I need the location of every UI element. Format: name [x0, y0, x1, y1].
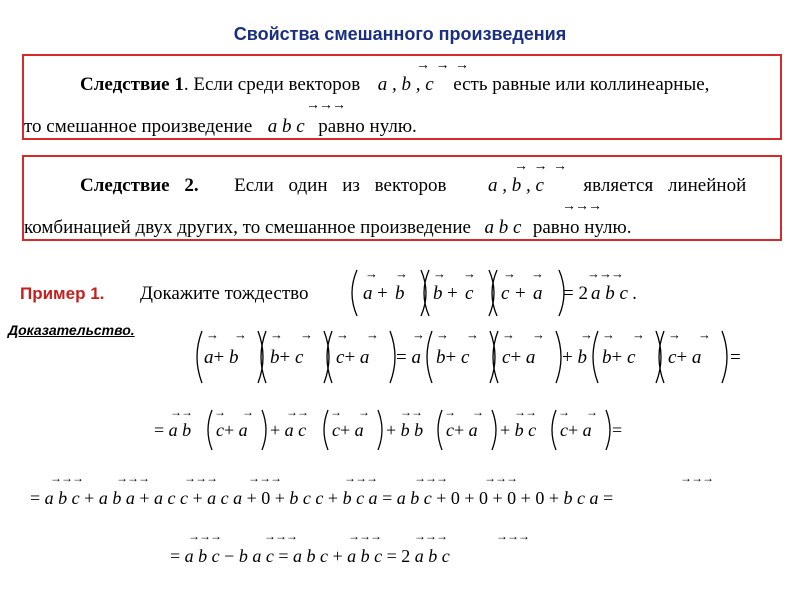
- svg-text:+: +: [515, 283, 526, 304]
- svg-text:c+ a: c+ a: [336, 347, 370, 368]
- svg-text:= a b c + a b a + a c c + a c: = a b c + a b a + a c c + a c a + 0 + b c c + b c a = a b c + 0 + 0 + 0 + 0 + b c a =: [30, 488, 614, 508]
- svg-text:→: →: [532, 327, 545, 342]
- svg-text:= a: = a: [396, 347, 421, 368]
- svg-text:→: →: [366, 327, 379, 342]
- corollary-2-box: [22, 155, 782, 241]
- svg-text:c+ a: c+ a: [668, 347, 702, 368]
- corollary-2-text-a: Если один из векторов: [234, 175, 447, 196]
- identity-rhs: = 2: [563, 283, 588, 304]
- svg-text:c+ a: c+ a: [446, 420, 478, 440]
- corollary-2-vectors: a , b , c: [487, 175, 544, 196]
- svg-text:c: c: [465, 283, 474, 304]
- svg-text:b: b: [395, 283, 405, 304]
- svg-text:→: →: [668, 327, 681, 342]
- svg-text:b+ c: b+ c: [602, 347, 636, 368]
- proof-line-2: [150, 404, 650, 454]
- proof-line-3: [26, 472, 766, 512]
- corollary-2-text-b: является линейной: [583, 175, 747, 196]
- corollary-1-text-b: есть равные или коллинеарные,: [453, 74, 710, 95]
- svg-text:→: →: [580, 327, 593, 342]
- svg-text:→→: →→: [514, 405, 536, 419]
- svg-text:+: +: [447, 283, 458, 304]
- svg-text:→: →: [234, 327, 247, 342]
- svg-text:=: =: [730, 347, 741, 368]
- svg-text:→→→: →→→: [344, 472, 377, 485]
- svg-text:+ a c: + a c: [270, 420, 307, 440]
- svg-text:→→: →→: [400, 405, 422, 419]
- product-arrows: →→→: [306, 98, 345, 113]
- svg-text:c+ a: c+ a: [332, 420, 364, 440]
- svg-text:a: a: [363, 283, 373, 304]
- svg-text:c+ a: c+ a: [502, 347, 536, 368]
- identity-end: a b c .: [591, 283, 638, 304]
- svg-text:→→→: →→→: [587, 266, 623, 281]
- svg-text:b+ c: b+ c: [270, 347, 304, 368]
- corollary-2-label: Следствие 2.: [80, 175, 199, 196]
- svg-text:→: →: [336, 327, 349, 342]
- page-title: Свойства смешанного произведения: [233, 24, 567, 44]
- corollary-1-vectors: a , b , c: [377, 74, 434, 95]
- svg-text:→: →: [698, 327, 711, 342]
- svg-text:→→→: →→→: [184, 472, 217, 485]
- svg-text:= a b: = a b: [154, 420, 192, 440]
- svg-text:→→→: →→→: [248, 472, 281, 485]
- corollary-2-text-c: комбинацией двух других, то смешанное произведение: [24, 217, 471, 238]
- svg-text:→: →: [503, 266, 516, 281]
- corollary-1-text-a: . Если среди векторов: [183, 74, 361, 95]
- svg-text:+ b c: + b c: [500, 420, 537, 440]
- identity-formula: [345, 262, 685, 322]
- svg-text:→→→: →→→: [348, 530, 381, 543]
- vector-arrows: → → →: [416, 58, 470, 73]
- example-task: Докажите тождество: [140, 283, 309, 304]
- svg-text:→: →: [466, 327, 479, 342]
- svg-text:→: →: [502, 327, 515, 342]
- svg-text:c+ a: c+ a: [560, 420, 592, 440]
- svg-text:a: a: [533, 283, 543, 304]
- corollary-2-text-d: равно нулю.: [532, 217, 632, 238]
- svg-text:→: →: [463, 266, 476, 281]
- proof-line-1: [190, 323, 770, 387]
- proof-line-4: [166, 530, 566, 570]
- example-label: Пример 1.: [20, 284, 105, 303]
- svg-text:→: →: [444, 405, 456, 419]
- svg-text:→: →: [602, 327, 615, 342]
- svg-text:→→→: →→→: [116, 472, 149, 485]
- svg-text:→: →: [300, 327, 313, 342]
- svg-text:→: →: [330, 405, 342, 419]
- proof-label: Доказательство.: [8, 322, 135, 338]
- svg-text:→→→: →→→: [188, 530, 221, 543]
- product-arrows: →→→: [562, 199, 601, 214]
- svg-text:→: →: [270, 327, 283, 342]
- svg-text:→: →: [242, 405, 254, 419]
- vector-arrows: → → →: [514, 159, 568, 174]
- svg-text:→→→: →→→: [414, 472, 447, 485]
- svg-text:→→: →→: [170, 405, 192, 419]
- svg-text:+ b b: + b b: [386, 420, 424, 440]
- svg-text:→: →: [586, 405, 598, 419]
- svg-text:c+ a: c+ a: [216, 420, 248, 440]
- svg-text:→→→: →→→: [264, 530, 297, 543]
- svg-text:→→→: →→→: [50, 472, 83, 485]
- corollary-1-product: a b c: [267, 116, 305, 137]
- svg-text:+ b: + b: [562, 347, 587, 368]
- svg-text:→: →: [632, 327, 645, 342]
- svg-text:→→→: →→→: [484, 472, 517, 485]
- svg-text:b+ c: b+ c: [436, 347, 470, 368]
- svg-text:→→→: →→→: [414, 530, 447, 543]
- svg-text:= a b c − b a c = a b c + a b: = a b c − b a c = a b c + a b c = 2 a b c: [170, 546, 450, 566]
- svg-text:→→→: →→→: [680, 472, 713, 485]
- corollary-1-text-d: равно нулю.: [318, 116, 417, 137]
- svg-text:→: →: [531, 266, 544, 281]
- corollary-1-box: [22, 54, 782, 140]
- svg-text:→: →: [558, 405, 570, 419]
- svg-text:→: →: [395, 266, 408, 281]
- svg-text:→: →: [358, 405, 370, 419]
- svg-text:→: →: [365, 266, 378, 281]
- svg-text:→→→: →→→: [496, 530, 529, 543]
- svg-text:→: →: [214, 405, 226, 419]
- corollary-2-product: a b c: [484, 217, 522, 238]
- svg-text:=: =: [612, 420, 623, 440]
- svg-text:a+ b: a+ b: [204, 347, 239, 368]
- corollary-1-label: Следствие 1: [80, 74, 184, 95]
- svg-text:b: b: [433, 283, 443, 304]
- svg-text:→: →: [433, 266, 446, 281]
- svg-text:→: →: [472, 405, 484, 419]
- svg-text:c: c: [501, 283, 510, 304]
- svg-text:→→: →→: [286, 405, 308, 419]
- svg-text:→: →: [412, 327, 425, 342]
- svg-text:→: →: [436, 327, 449, 342]
- corollary-1-text-c: то смешанное произведение: [24, 116, 253, 137]
- svg-text:+: +: [377, 283, 388, 304]
- svg-text:→: →: [206, 327, 219, 342]
